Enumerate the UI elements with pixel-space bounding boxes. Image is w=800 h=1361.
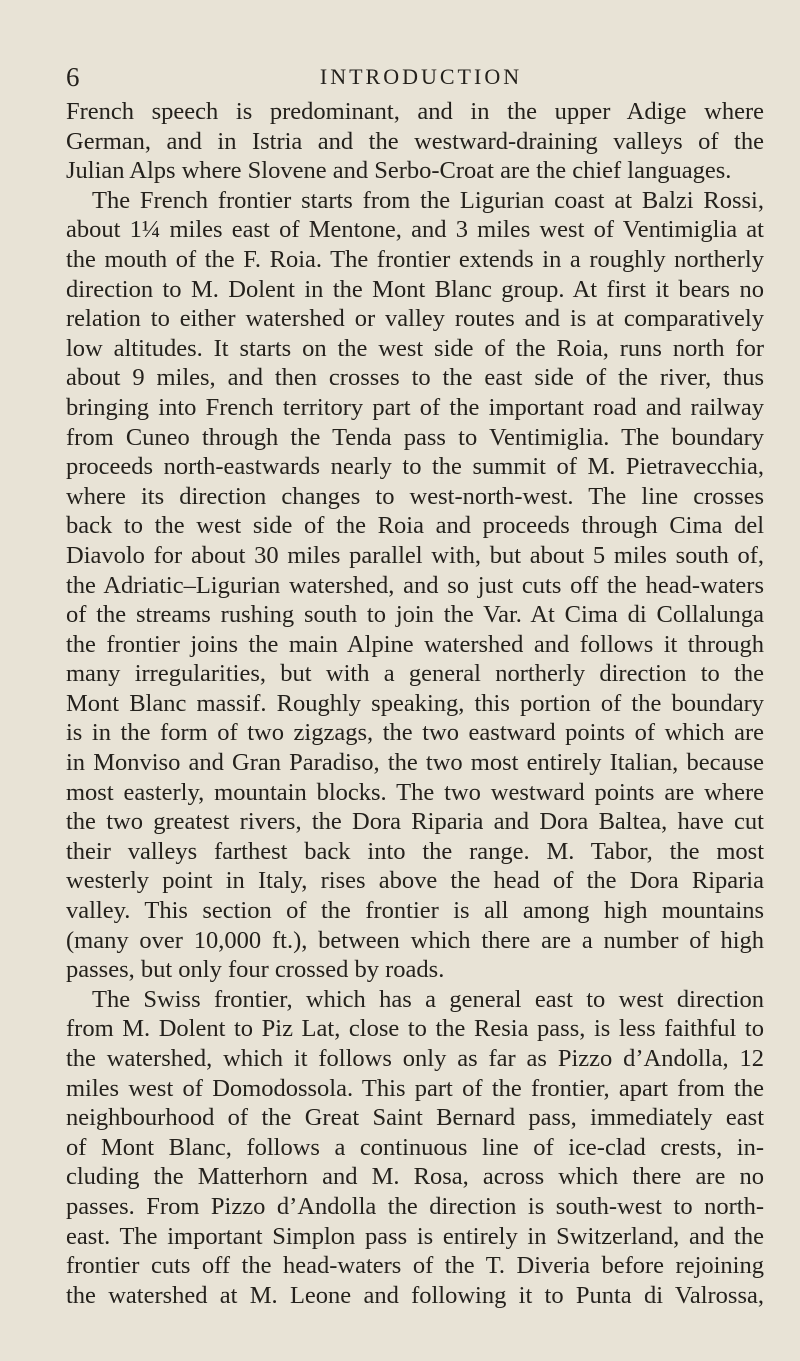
text-line: the frontier joins the main Alpine watershed and follows it through [66, 630, 764, 658]
text-line: Julian Alps where Slovene and Serbo-Croat are the chief languages. [66, 157, 732, 185]
text-line: is in the form of two zigzags, the two eastward points of which are [66, 719, 764, 747]
text-line: from Cuneo through the Tenda pass to Ventimiglia. The boundary [66, 423, 764, 451]
text-line: where its direction changes to west-north-west. The line crosses [66, 482, 764, 510]
text-line: frontier cuts off the head-waters of the T. Diveria before rejoining [66, 1252, 764, 1280]
running-title: INTRODUCTION [319, 64, 523, 89]
text-line: passes, but only four crossed by roads. [66, 956, 445, 984]
page-number: 6 [66, 62, 80, 92]
text-line: neighbourhood of the Great Saint Bernard pass, immediately east [66, 1104, 764, 1132]
text-line: westerly point in Italy, rises above the head of the Dora Riparia [66, 867, 764, 895]
text-line: direction to M. Dolent in the Mont Blanc group. At first it bears no [66, 275, 764, 303]
text-line: Mont Blanc massif. Roughly speaking, this portion of the boundary [66, 689, 764, 717]
text-line: the mouth of the F. Roia. The frontier extends in a roughly northerly [66, 245, 764, 273]
text-line: of Mont Blanc, follows a continuous line of ice-clad crests, in- [66, 1133, 764, 1161]
text-line: relation to either watershed or valley routes and is at comparatively [66, 305, 764, 333]
text-line: cluding the Matterhorn and M. Rosa, across which there are no [66, 1163, 764, 1191]
text-line: in Monviso and Gran Paradiso, the two most entirely Italian, because [66, 749, 764, 777]
text-line: bringing into French territory part of the important road and railway [66, 393, 764, 421]
text-line: passes. From Pizzo d’Andolla the direction is south-west to north- [66, 1192, 764, 1220]
text-line: The Swiss frontier, which has a general east to west direction [92, 985, 764, 1013]
text-line: proceeds north-eastwards nearly to the summit of M. Pietravecchia, [66, 453, 764, 481]
text-line: The French frontier starts from the Ligurian coast at Balzi Rossi, [92, 186, 764, 214]
text-line: about 1¼ miles east of Mentone, and 3 miles west of Ventimiglia at [66, 216, 764, 244]
text-line: low altitudes. It starts on the west side of the Roia, runs north for [66, 334, 764, 362]
text-line: most easterly, mountain blocks. The two westward points are where [66, 778, 764, 806]
running-head [66, 60, 764, 94]
text-line: (many over 10,000 ft.), between which there are a number of high [66, 926, 764, 954]
text-line: the two greatest rivers, the Dora Riparia and Dora Baltea, have cut [66, 808, 764, 836]
body-text [66, 97, 764, 1310]
text-line: from M. Dolent to Piz Lat, close to the Resia pass, is less faithful to [66, 1015, 764, 1043]
text-line: of the streams rushing south to join the Var. At Cima di Collalunga [66, 601, 764, 629]
text-line: the watershed, which it follows only as far as Pizzo d’Andolla, 12 [66, 1045, 764, 1072]
text-line: back to the west side of the Roia and proceeds through Cima del [66, 512, 764, 540]
text-line: east. The important Simplon pass is entirely in Switzerland, and the [66, 1222, 764, 1250]
text-line: Diavolo for about 30 miles parallel with, but about 5 miles south of, [66, 541, 764, 569]
text-line: valley. This section of the frontier is all among high mountains [66, 897, 764, 925]
text-line: many irregularities, but with a general northerly direction to the [66, 660, 764, 688]
text-line: German, and in Istria and the westward-draining valleys of the [66, 127, 764, 155]
text-line: their valleys farthest back into the range. M. Tabor, the most [66, 837, 764, 865]
text-line: about 9 miles, and then crosses to the east side of the river, thus [66, 364, 764, 392]
text-line: the Adriatic–Ligurian watershed, and so just cuts off the head-waters [66, 571, 764, 599]
text-line: miles west of Domodossola. This part of the frontier, apart from the [66, 1074, 764, 1102]
text-line: French speech is predominant, and in the upper Adige where [66, 98, 764, 125]
text-line: the watershed at M. Leone and following it to Punta di Valrossa, [66, 1281, 764, 1309]
